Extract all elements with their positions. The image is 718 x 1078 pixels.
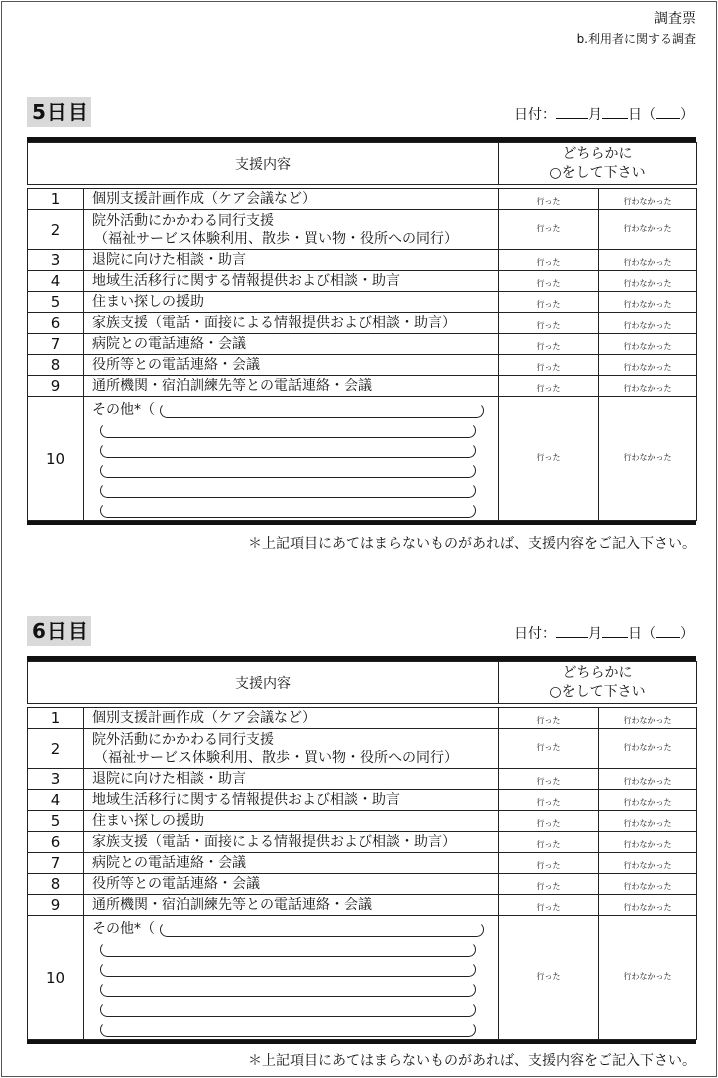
table-row (28, 895, 697, 916)
row-number: 7 (28, 334, 84, 355)
support-item: 病院との電話連絡・会議 (84, 853, 499, 874)
support-item: 個別支援計画作成（ケア会議など） (84, 708, 499, 729)
row-number: 10 (28, 397, 84, 521)
footnote: ＊上記項目にあてはまらないものがあれば、支援内容をご記入下さい。 (248, 536, 696, 552)
choice-done[interactable]: 行った (499, 729, 599, 769)
choice-done[interactable]: 行った (499, 708, 599, 729)
row-number: 2 (28, 729, 84, 769)
choice-not-done[interactable]: 行わなかった (599, 334, 697, 355)
choice-done[interactable]: 行った (499, 355, 599, 376)
choice-not-done[interactable]: 行わなかった (599, 729, 697, 769)
choice-done[interactable]: 行った (499, 853, 599, 874)
row-number: 6 (28, 313, 84, 334)
other-input[interactable] (100, 982, 476, 997)
form-title: 調査票 (654, 11, 696, 27)
choice-not-done[interactable]: 行わなかった (599, 355, 697, 376)
support-item: 家族支援（電話・面接による情報提供および相談・助言） (84, 313, 499, 334)
table-row (28, 334, 697, 355)
choice-not-done[interactable]: 行わなかった (599, 708, 697, 729)
table-header-row (28, 143, 697, 185)
table-row (28, 355, 697, 376)
row-number: 2 (28, 210, 84, 250)
choice-not-done[interactable]: 行わなかった (599, 790, 697, 811)
other-label: その他*（ (92, 402, 155, 418)
support-table (27, 656, 696, 1044)
choice-done[interactable]: 行った (499, 790, 599, 811)
choice-done[interactable]: 行った (499, 397, 599, 521)
choice-done[interactable]: 行った (499, 250, 599, 271)
day-input[interactable] (602, 105, 628, 119)
row-number: 7 (28, 853, 84, 874)
choice-not-done[interactable]: 行わなかった (599, 811, 697, 832)
other-input[interactable] (100, 1002, 476, 1017)
table-row-other (28, 916, 697, 1040)
choice-done[interactable]: 行った (499, 376, 599, 397)
support-item: 通所機関・宿泊訓練先等との電話連絡・会議 (84, 895, 499, 916)
other-label: その他*（ (92, 921, 155, 937)
day-label: 5日目 (27, 97, 91, 127)
row-number: 3 (28, 250, 84, 271)
choice-not-done[interactable]: 行わなかった (599, 916, 697, 1040)
row-number: 8 (28, 874, 84, 895)
choice-not-done[interactable]: 行わなかった (599, 895, 697, 916)
row-number: 5 (28, 292, 84, 313)
choice-not-done[interactable]: 行わなかった (599, 853, 697, 874)
month-input[interactable] (556, 624, 588, 638)
choice-not-done[interactable]: 行わなかった (599, 271, 697, 292)
choice-not-done[interactable]: 行わなかった (599, 832, 697, 853)
other-input[interactable] (160, 922, 484, 937)
table-row (28, 376, 697, 397)
row-number: 4 (28, 271, 84, 292)
choice-done[interactable]: 行った (499, 189, 599, 210)
support-item: 個別支援計画作成（ケア会議など） (84, 189, 499, 210)
choice-not-done[interactable]: 行わなかった (599, 210, 697, 250)
support-item: 退院に向けた相談・助言 (84, 769, 499, 790)
table-row (28, 708, 697, 729)
choice-done[interactable]: 行った (499, 895, 599, 916)
choice-done[interactable]: 行った (499, 874, 599, 895)
support-item: 通所機関・宿泊訓練先等との電話連絡・会議 (84, 376, 499, 397)
table-row (28, 210, 697, 250)
other-input[interactable] (100, 1022, 476, 1037)
choice-done[interactable]: 行った (499, 769, 599, 790)
weekday-input[interactable] (656, 624, 680, 638)
col-header-choice: どちらかに ○をして下さい (499, 662, 697, 704)
table-row (28, 271, 697, 292)
table-row (28, 189, 697, 210)
choice-done[interactable]: 行った (499, 916, 599, 1040)
other-input[interactable] (100, 503, 476, 518)
other-input[interactable] (100, 423, 476, 438)
row-number: 4 (28, 790, 84, 811)
other-input[interactable] (100, 463, 476, 478)
row-number: 10 (28, 916, 84, 1040)
other-input[interactable] (100, 483, 476, 498)
weekday-input[interactable] (656, 105, 680, 119)
table-row (28, 790, 697, 811)
row-number: 9 (28, 895, 84, 916)
support-item: 退院に向けた相談・助言 (84, 250, 499, 271)
choice-not-done[interactable]: 行わなかった (599, 874, 697, 895)
support-item: 役所等との電話連絡・会議 (84, 874, 499, 895)
choice-done[interactable]: 行った (499, 292, 599, 313)
other-input[interactable] (160, 403, 484, 418)
choice-not-done[interactable]: 行わなかった (599, 376, 697, 397)
day-label: 6日目 (27, 616, 91, 646)
col-header-support: 支援内容 (28, 662, 499, 704)
other-entries (84, 397, 499, 521)
other-input[interactable] (100, 962, 476, 977)
row-number: 9 (28, 376, 84, 397)
row-number: 3 (28, 769, 84, 790)
choice-done[interactable]: 行った (499, 811, 599, 832)
table-row (28, 832, 697, 853)
choice-done[interactable]: 行った (499, 313, 599, 334)
choice-not-done[interactable]: 行わなかった (599, 250, 697, 271)
table-row (28, 313, 697, 334)
table-row (28, 292, 697, 313)
form-subtitle: b.利用者に関する調査 (576, 32, 696, 46)
table-row (28, 811, 697, 832)
choice-done[interactable]: 行った (499, 832, 599, 853)
choice-not-done[interactable]: 行わなかった (599, 313, 697, 334)
other-entries (84, 916, 499, 1040)
support-item: 家族支援（電話・面接による情報提供および相談・助言） (84, 832, 499, 853)
day-input[interactable] (602, 624, 628, 638)
choice-not-done[interactable]: 行わなかった (599, 292, 697, 313)
table-row (28, 853, 697, 874)
support-item: 住まい探しの援助 (84, 292, 499, 313)
table-row (28, 250, 697, 271)
date-field: 日付： 月 日（ ） (514, 626, 694, 642)
row-number: 6 (28, 832, 84, 853)
support-item: 院外活動にかかわる同行支援 （福祉サービス体験利用、散歩・買い物・役所への同行） (84, 210, 499, 250)
table-header-row (28, 662, 697, 704)
other-input[interactable] (100, 443, 476, 458)
row-number: 1 (28, 189, 84, 210)
table-row (28, 769, 697, 790)
table-row (28, 729, 697, 769)
choice-done[interactable]: 行った (499, 210, 599, 250)
choice-not-done[interactable]: 行わなかった (599, 769, 697, 790)
support-item: 病院との電話連絡・会議 (84, 334, 499, 355)
support-table (27, 137, 696, 525)
month-input[interactable] (556, 105, 588, 119)
row-number: 1 (28, 708, 84, 729)
support-item: 地域生活移行に関する情報提供および相談・助言 (84, 271, 499, 292)
choice-done[interactable]: 行った (499, 271, 599, 292)
row-number: 8 (28, 355, 84, 376)
date-field: 日付： 月 日（ ） (514, 107, 694, 123)
support-item: 役所等との電話連絡・会議 (84, 355, 499, 376)
col-header-choice: どちらかに ○をして下さい (499, 143, 697, 185)
table-row (28, 874, 697, 895)
col-header-support: 支援内容 (28, 143, 499, 185)
footnote: ＊上記項目にあてはまらないものがあれば、支援内容をご記入下さい。 (248, 1053, 696, 1069)
support-item: 院外活動にかかわる同行支援 （福祉サービス体験利用、散歩・買い物・役所への同行） (84, 729, 499, 769)
other-input[interactable] (100, 942, 476, 957)
table-row-other (28, 397, 697, 521)
choice-done[interactable]: 行った (499, 334, 599, 355)
row-number: 5 (28, 811, 84, 832)
choice-not-done[interactable]: 行わなかった (599, 189, 697, 210)
support-item: 住まい探しの援助 (84, 811, 499, 832)
support-item: 地域生活移行に関する情報提供および相談・助言 (84, 790, 499, 811)
choice-not-done[interactable]: 行わなかった (599, 397, 697, 521)
